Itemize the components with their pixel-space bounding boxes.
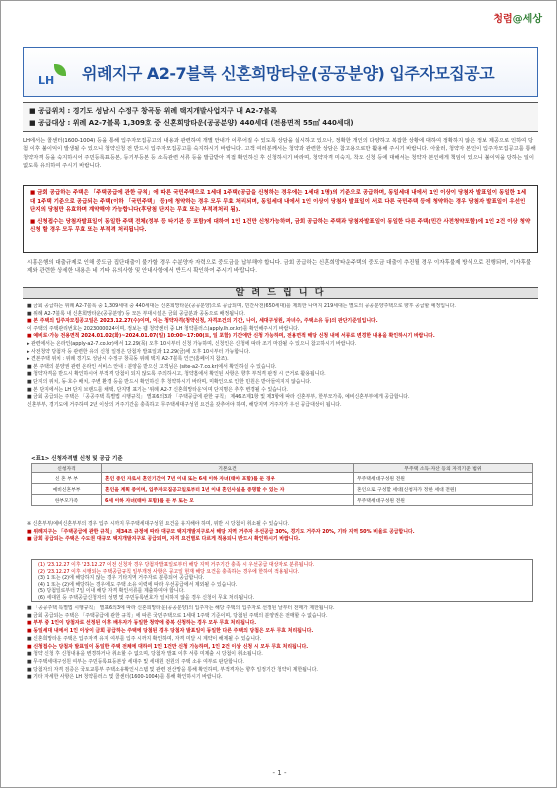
criteria-line: (4) 1 또는 (2)에 해당하는 경우에도 주택 소유 이력에 따라 우선공급에서 제외될 수 있습니다. bbox=[38, 581, 238, 588]
bottom-line: ■ 「공공주택 특별법 시행규칙」 별표6의3에 따라 신혼희망타운(공공분양)의 입주자는 해당 주택의 입주자로 선정된 날부터 전매가 제한됩니다. bbox=[27, 605, 335, 611]
criteria-line: (5) 당첨일로부터 7일 이내 해당 자격 확인서류를 제출하여야 합니다. bbox=[38, 588, 185, 595]
brand-part1: 청렴 bbox=[493, 14, 513, 25]
warning-box bbox=[23, 185, 538, 253]
criteria-line: (1) '23.12.27 이후 '23.12.27 이전 신청자 경우 당첨자발표일로부터 해당 지역 거주기간 충족 시 우선공급 대상자로 분류됩니다. bbox=[38, 562, 315, 568]
page-title: 위례지구 A2-7블록 신혼희망타운(공공분양) 입주자모집공고 bbox=[82, 64, 495, 83]
bottom-line: ■ 금회 공급되는 주택은 「주택공급에 관한 규칙」에 따른 국민주택으로 1세대 1주택 기준이며, 당첨된 주택의 분양권은 전매할 수 없습니다. bbox=[27, 612, 328, 619]
notice-line: ■ 위례 A2-7블록 내 신혼희망타운(공공분양) 등 모든 부대시설은 금회 공급분과 공동으로 배정됩니다. bbox=[27, 310, 245, 317]
table-cell: 신 혼 부 부 bbox=[32, 473, 102, 484]
table-row bbox=[32, 484, 533, 495]
criteria-line: (2) '23.12.27 이후 시행되는 주택공급규칙 일부개정 사항은 공고일 현재 해당 요건을 충족하는 경우에 한하여 적용됩니다. bbox=[38, 568, 300, 575]
criteria-line: (6) 세대원 등 주택공급신청자의 성명 및 주민등록번호가 일치하지 않을 경우 신청이 무효 처리됩니다. bbox=[38, 594, 255, 601]
location-line bbox=[29, 105, 532, 117]
notice-line: 신혼부부, 경기도에 거주하며 2년 이상의 거주기간을 충족하고 무주택세대구성원 요건을 갖추어야 하며, 해당지역 거주자가 우선 공급대상이 됩니다. bbox=[27, 401, 342, 408]
notice-line: ■ 본 단지에서는 LH 단지 브랜드를 채택, 단지명 표기는 '위례 A2-7 신혼희망타운'이며 단지명은 추후 변경될 수 있습니다. bbox=[27, 386, 288, 393]
title-banner bbox=[23, 47, 538, 97]
lh-logo-icon bbox=[32, 60, 72, 86]
notice-line: ■ 금회 공급되는 주택은 「공공주택 특별법 시행규칙」 별표6의3과 「주택공급에 관한 규칙」 제46조제1항 및 제3항에 따라 신혼부부, 한부모가족, 예비신혼부부에게 공급합니다. bbox=[27, 394, 410, 401]
page-number: - 1 - bbox=[272, 769, 287, 777]
qualification-table bbox=[31, 463, 533, 506]
criteria-line: (3) 1 또는 (2)에 해당하지 않는 경우 기타지역 거주자로 분류되어 공급합니다. bbox=[38, 575, 205, 582]
notice-line: ■ 단지의 위치, 동·호수 배치, 주변 환경 등을 반드시 확인하신 후 청약하시기 바라며, 미확인으로 인한 민원은 받아들여지지 않습니다. bbox=[27, 378, 312, 385]
table-cell: 무주택세대구성원 전원 bbox=[354, 473, 533, 484]
after-table-notes bbox=[27, 521, 537, 544]
notice-line: ■ 청약자격을 반드시 확인하시어 부적격 당첨이 되지 않도록 주의하시고, 청약홈에서 확인된 사항은 향후 부적격 판정 시 근거로 활용됩니다. bbox=[27, 371, 326, 378]
note-line: ■ 금회 공급되는 주택은 수도권 대규모 택지개발지구로 공급되며, 자격 요건별로 다르게 적용되니 반드시 확인하시기 바랍니다. bbox=[27, 536, 301, 543]
note-line: ■ 위례지구는 「주택공급에 관한 규칙」 제34조 규정에 따라 대규모 택지개발지구로서 해당 지역 거주자 우선공급 30%, 경기도 거주자 20%, 기타 지역 50% 비율로 공급합니다. bbox=[27, 528, 415, 535]
notice-body bbox=[27, 303, 537, 451]
supply-label: ■ 공급대상 : bbox=[29, 119, 73, 127]
table-header: 무주택 소득·자산 등의 자격기준 범위 bbox=[354, 464, 533, 473]
notice-line: ▸ 관련에서는 온라인(apply-a2-7.co.kr)에서 12.29(목) 오후 10시부터 신청 가능하며, 신청인은 신청에 따라 조기 마감될 수 있으니 참고하시기 바랍니다. bbox=[27, 340, 357, 347]
table-header: 기본요건 bbox=[102, 464, 354, 473]
notice-line: ■ 예비로·가능 전용면적 2024.01.02(화)~2024.01.07(일) 10:00~17:00(토, 일 포함) 기간에만 신청 가능하며, 전용면적 해당 신청 내에 서류로 변경한 내용을 확인하시기 바랍니다. bbox=[27, 333, 435, 340]
location-label: ■ 공급위치 : bbox=[29, 107, 73, 115]
table-cell: 예비신혼부부 bbox=[32, 484, 102, 495]
table-cell: 한부모가족 bbox=[32, 495, 102, 506]
bottom-line: ■ 동일세대 내에서 1인 이상이 금회 공급하는 주택에 당첨된 경우 당첨자 발표일이 동일한 다른 주택의 당첨은 모두 무효 처리됩니다. bbox=[27, 628, 314, 635]
notice-line: ■ 본 주택의 분양권 관련 온라인 서비스 안내 : 분양을 받으신 고객님은 (site-a2-7.co.kr)에서 확인하실 수 있습니다. bbox=[27, 363, 277, 370]
residence-criteria-box bbox=[31, 559, 533, 602]
bottom-line: ■ 청약 신청 후 신청내용을 변경하거나 취소할 수 없으며, 당첨자 발표 이후 서류 미제출 시 당첨이 취소됩니다. bbox=[27, 651, 263, 658]
bottom-line: ■ 부부 중 1인이 당첨자로 선정된 이후 배우자가 동일한 청약에 중복 신청하는 경우 모두 무효 처리됩니다. bbox=[27, 620, 257, 627]
table-cell: 무주택세대구성원 전원 bbox=[354, 495, 533, 506]
notice-line: 이 주택의 주택관리번호는 2023000024이며, 정보는 웹 청약센터 중 LH 청약플러스(apply.lh.or.kr)를 확인해주시기 바랍니다. bbox=[27, 325, 300, 332]
intro-paragraph: LH에서는 콜센터(1600-1004) 등을 통해 입주자모집공고의 내용과 관련하여 개별 안내가 이루어질 수 있도록 상담을 실시하고 있으나, 정확한 개인의 다양하고 복잡한 상황에 대하여 정확하지 않은 정보 제공으로 인하여 당첨 이후 불이익이 발생될 수 있으니 청약신청 전 반드시 입주자모집공고를 숙지하시기 바랍니다. 고객 여러분께서는 청약과 관련한 상담은 참고용으로만 활용해 주시기 바랍니다. 아울러, 청약자 본인이 입주자모집공고를 통해 청약자격 등을 숙지하시어 주민등록표등본, 등기부등본 등 소득관련 서류 등을 발급받아 직접 확인하신 후 신청하시기 바라며, 청약자격 미숙지, 착오 신청 등에 대해서는 청약자 본인에게 책임이 있으니 불이익을 당하는 일이 없도록 유의하여 주시기 바랍니다. bbox=[23, 138, 536, 170]
notice-line: ▸ 견본주택 위치 : 위례 경기도 성남시 수정구 창곡동 위례 택지 A2-7블록 인근(홈페이지 참조). bbox=[27, 356, 229, 363]
bottom-notes bbox=[27, 605, 537, 765]
supply-info-box bbox=[23, 102, 538, 132]
table-cell: 혼인으로 구성할 세대(신청자가 정한 세대 전원) bbox=[354, 484, 533, 495]
notice-line: ▸ 사전청약 당첨자 등 관련한 유의 신청 일정은 당첨자 발표일과 12.29(금)에 오후 10시부터 가능합니다. bbox=[27, 348, 251, 355]
bottom-line: ■ 당첨자의 자격 검증은 국토교통부 주택소유확인시스템 및 관련 전산망을 통해 확인하며, 부적격자는 향후 일정기간 청약이 제한됩니다. bbox=[27, 666, 318, 673]
table-row bbox=[32, 495, 533, 506]
bottom-line: ■ 무주택세대구성원 여부는 주민등록표등본상 세대주 및 세대원 전원의 주택 소유 여부로 판단합니다. bbox=[27, 658, 244, 665]
supply-line bbox=[29, 117, 532, 129]
notice-heading: 알 려 드 립 니 다 bbox=[23, 287, 538, 299]
leaf-icon bbox=[54, 64, 66, 76]
table-caption: <표1> 신청자격별 신청 및 공급 기준 bbox=[31, 456, 123, 462]
notice-line: ■ 금회 공급하는 위례 A2-7블록 중 1,309세대 중 440세대는 신혼희망타운(공공분양)으로 공급되며, 민간사전(650세대)를 제외한 나머지 219세대는 별도의 공공분양주택으로 향후 공급할 예정입니다. bbox=[27, 303, 456, 309]
loan-notice-paragraph: 시흥은행의 대출규제로 인해 중도금 집단대출이 불가할 경우 수분양자 자력으로 중도금을 납부해야 합니다. 금회 공급하는 신혼희망타운주택의 중도금 대출이 추진될 경우 이자후불제 방식으로 진행되며, 이자후불제와 관련한 상세한 내용은 네 기타 유의사항 및 안내사항에서 반드시 확인하여 주시기 바랍니다. bbox=[27, 260, 532, 275]
table-header: 신청자격 bbox=[32, 464, 102, 473]
table-cell: 6세 이하 자녀(태아 포함)를 둔 부 또는 모 bbox=[102, 495, 354, 506]
brand-part2: @세상 bbox=[512, 14, 542, 25]
note-line: ※ 신혼부부/예비신혼부부의 경우 입주 시까지 무주택세대구성원 요건을 유지해야 하며, 위반 시 당첨이 취소될 수 있습니다. bbox=[27, 521, 290, 527]
table-cell: 혼인 중인 자로서 혼인기간이 7년 이내 또는 6세 이하 자녀(태아 포함)를 둔 경우 bbox=[102, 473, 354, 484]
notice-line: ■ 본 주택의 입주자모집공고일은 2023.12.27(수)이며, 이는 청약자격(청약신청, 자격조건의 기간, 나이, 세대구성원, 자녀수, 주택소유 등)의 판단기준일입니다. bbox=[27, 318, 378, 325]
table-row bbox=[32, 473, 533, 484]
warning-item: ■ 금회 공급하는 주택은 「주택공급에 관한 규칙」에 따른 국민주택으로 1세대 1주택(공급을 신청하는 경우에는 1세대 1명)의 기준으로 공급하며, 동일세대 내에서 1인 이상이 당첨자 발표일이 동일한 1세대 1주택 기준으로 공급되는 주택(이하 「국민주택」 등)에 청약하는 경우 모두 무효 처리되며, 동일세대 내에서 1인 이상이 당첨자 발표일이 서로 다른 국민주택 등에 청약하는 경우 당첨자 발표일이 우선인 단지의 당첨만 유효하며 계약해야 가능합니다(후당첨 단지는 무효 또는 부적격처리 됨). bbox=[30, 190, 527, 214]
brand-slogan bbox=[493, 10, 542, 25]
location-value: 경기도 성남시 수정구 창곡동 위례 택지개발사업지구 내 A2-7블록 bbox=[72, 107, 277, 115]
warning-item: ■ 신청접수는 당첨자발표일이 동일한 주택 전체(정부 등 타기관 등 포함)에 대하여 1인 1건만 신청가능하며, 금회 공급하는 주택과 당첨자발표일이 동일한 다른 주택(민간 사전청약포함)에 1인 2건 이상 청약신청 할 경우 모두 무효 또는 부적격 처리됩니다. bbox=[30, 218, 531, 234]
bottom-line: ■ 신혼희망타운 주택은 입주자격 유지 여부를 입주 시까지 확인하며, 자격 미달 시 계약이 해제될 수 있습니다. bbox=[27, 635, 262, 642]
bottom-line: ■ 기타 자세한 사항은 LH 청약플러스 및 콜센터(1600-1004)를 통해 확인하시기 바랍니다. bbox=[27, 674, 223, 681]
lh-logo-text: LH bbox=[38, 74, 55, 87]
supply-value: 위례 A2-7블록 1,309호 중 신혼희망타운(공공분양) 440세대 (전용면적 55㎡ 440세대) bbox=[72, 119, 354, 127]
bottom-line: ■ 신청접수는 당첨자 발표일이 동일한 주택 전체에 대하여 1인 1건만 신청 가능하며, 1인 2건 이상 신청 시 모두 무효 처리됩니다. bbox=[27, 643, 309, 650]
table-cell: 혼인을 계획 중이며, 입주자모집공고일로부터 1년 이내 혼인사실을 증명할 수 있는 자 bbox=[102, 484, 354, 495]
